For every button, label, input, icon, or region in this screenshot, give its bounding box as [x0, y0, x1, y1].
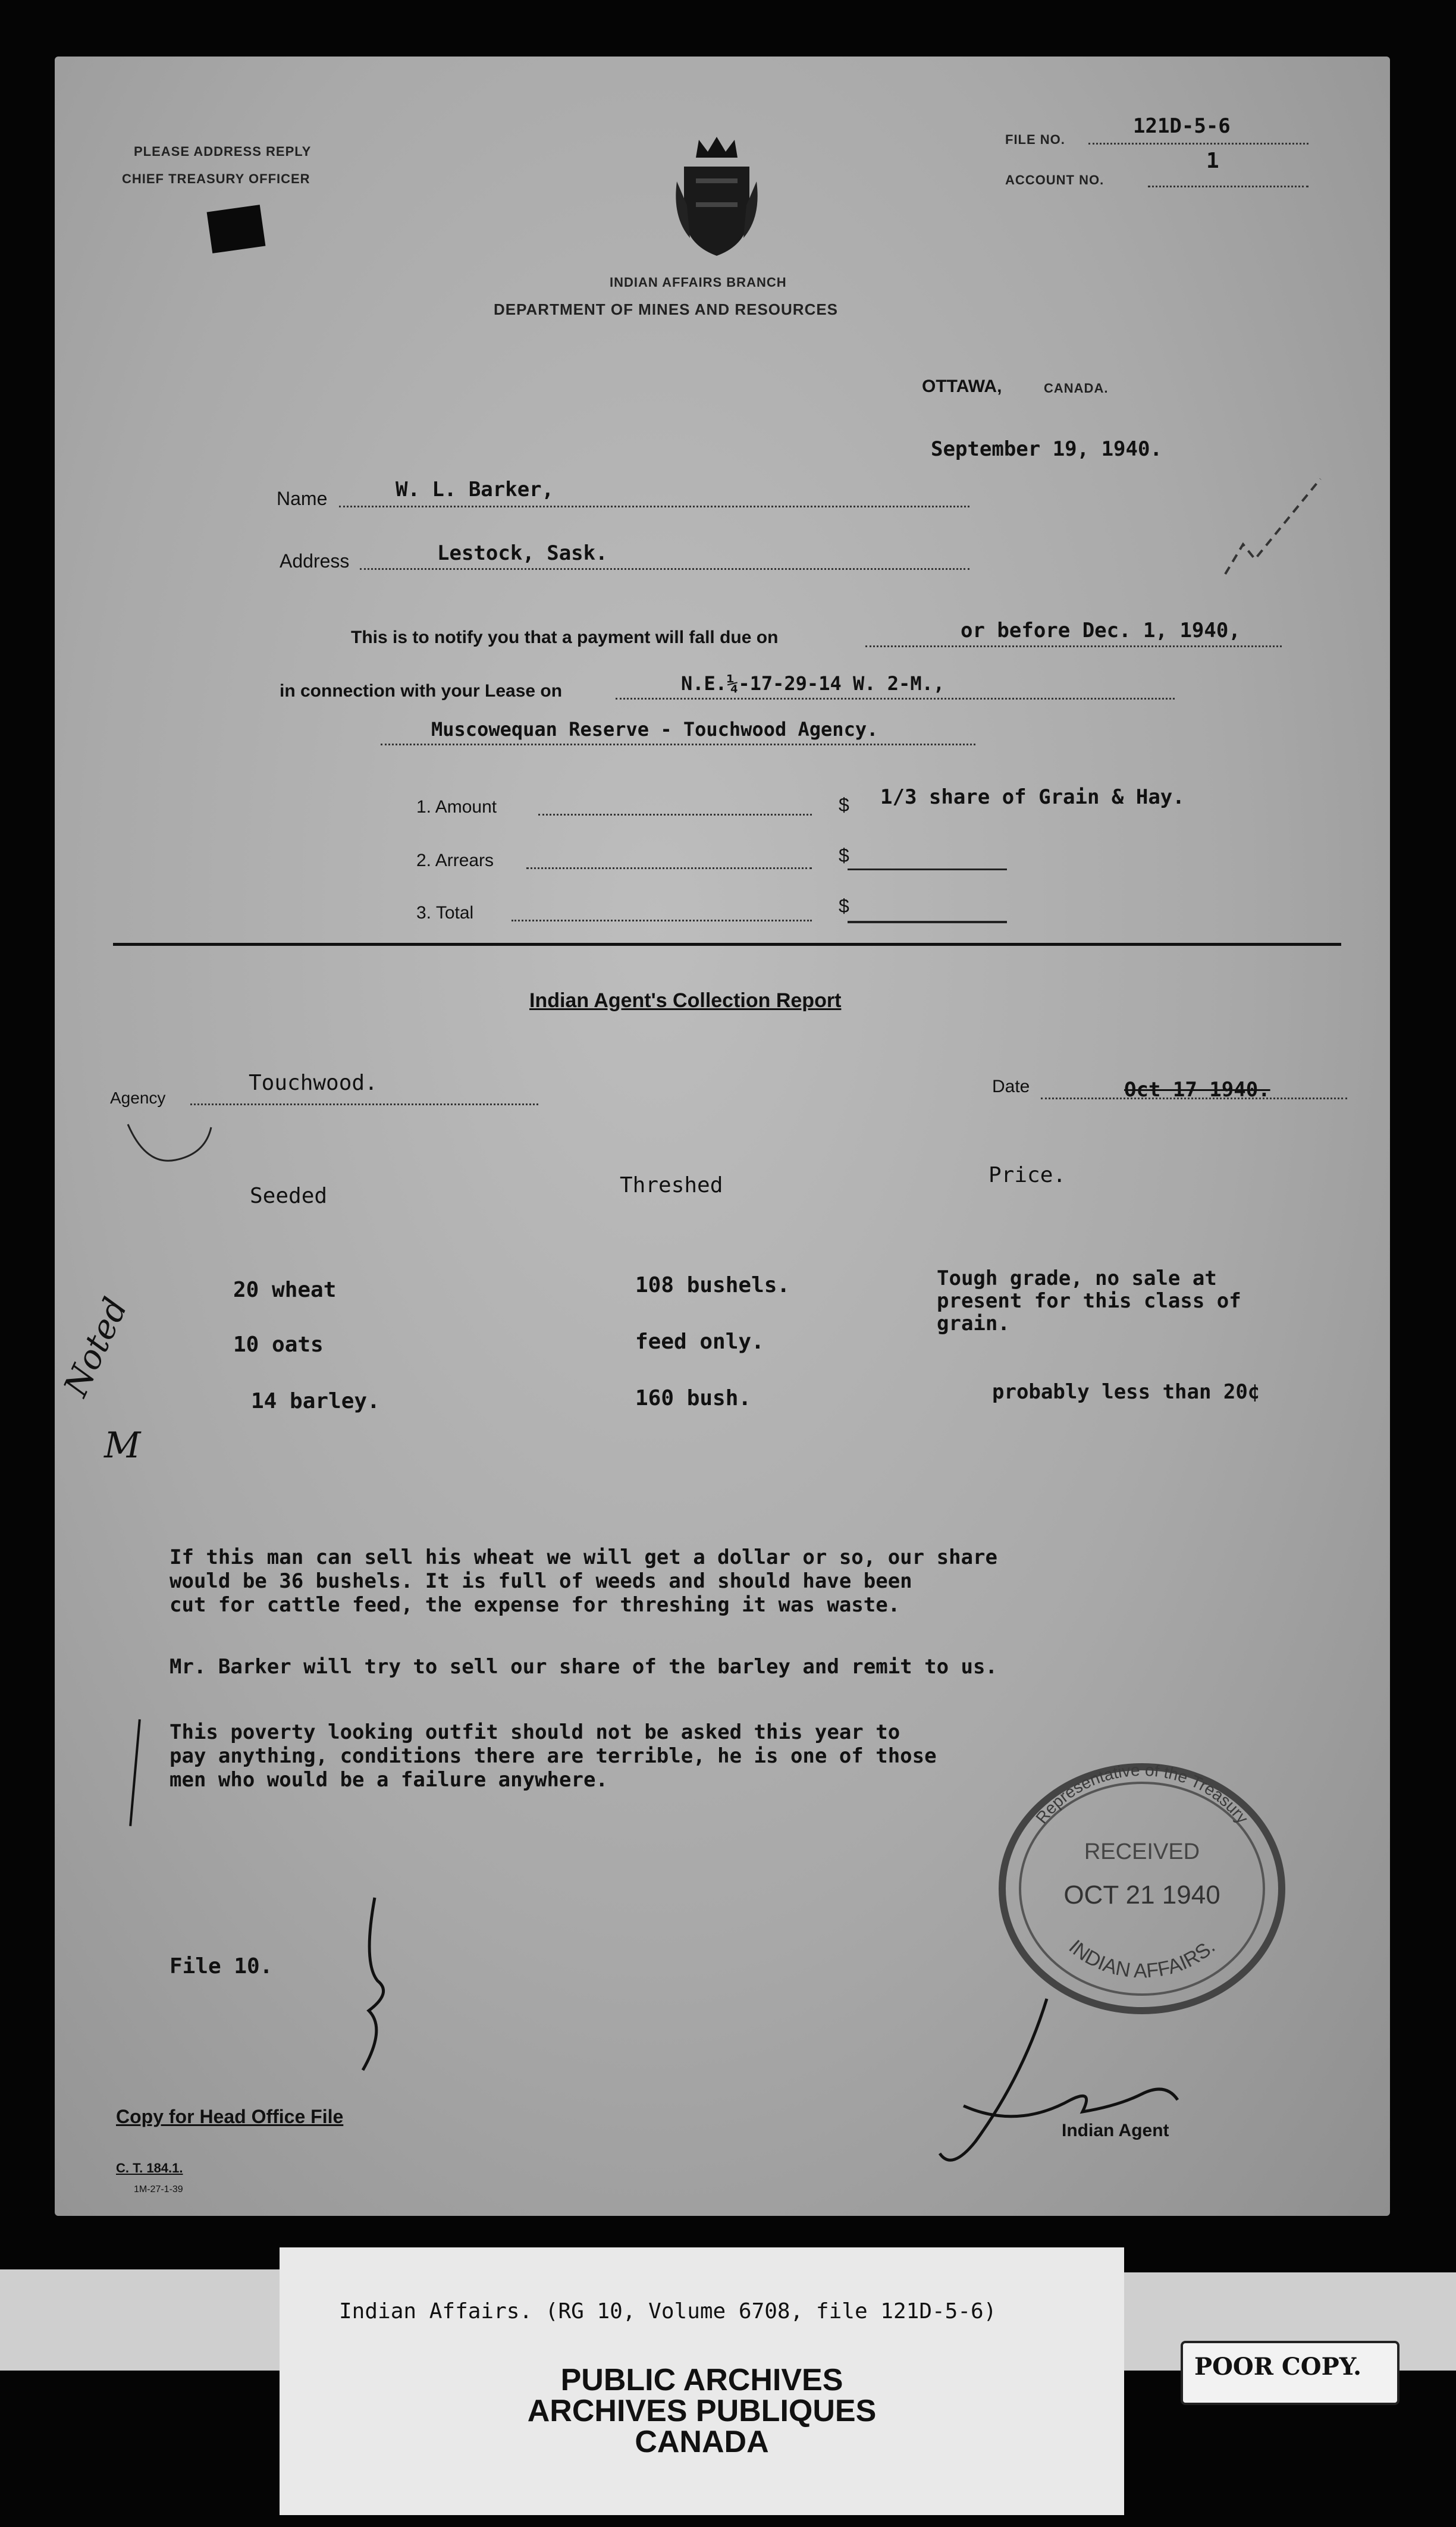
row-seeded-wheat: 20 wheat	[233, 1278, 337, 1302]
file-no-line	[1088, 143, 1308, 145]
letter-date: September 19, 1940.	[931, 437, 1162, 461]
reserve-line	[381, 744, 975, 745]
branch-name: INDIAN AFFAIRS BRANCH	[610, 275, 787, 290]
file-no-label: FILE NO.	[1005, 132, 1065, 147]
stamp-date: OCT 21 1940	[1063, 1880, 1220, 1910]
total-label: 3. Total	[416, 903, 474, 923]
col-seeded: Seeded	[250, 1184, 328, 1208]
row-threshed-barley: 160 bush.	[635, 1386, 752, 1410]
poor-copy-text: POOR COPY.	[1194, 2353, 1362, 2381]
total-line	[512, 920, 812, 921]
svg-text:Representative of the Treasury	[1032, 1761, 1252, 1827]
redaction-mark	[207, 205, 266, 253]
agency-label: Agency	[110, 1089, 166, 1107]
address-reply-line2: CHIEF TREASURY OFFICER	[122, 171, 310, 186]
agency-value: Touchwood.	[249, 1071, 378, 1095]
section-divider	[113, 943, 1341, 946]
arrears-line	[526, 867, 812, 869]
report-title: Indian Agent's Collection Report	[529, 989, 842, 1012]
department-name: DEPARTMENT OF MINES AND RESOURCES	[494, 300, 839, 318]
stamp-arc-top: Representative of the Treasury	[1032, 1760, 1252, 1827]
noted-handwriting: Noted	[57, 1292, 136, 1403]
due-value: or before Dec. 1, 1940,	[961, 619, 1241, 642]
paragraph-wheat: If this man can sell his wheat we will get a dollar or so, our share would be 36 bushels. It is full of weeds and should have been cut for cattle feed, the expense for threshing it was waste.	[170, 1545, 997, 1617]
address-value: Lestock, Sask.	[437, 541, 608, 565]
agency-line	[190, 1103, 538, 1105]
row-threshed-wheat: 108 bushels.	[635, 1273, 790, 1297]
name-label: Name	[277, 488, 328, 509]
country: CANADA.	[1044, 381, 1109, 396]
col-price: Price.	[989, 1163, 1066, 1187]
row-price-wheat: Tough grade, no sale at present for this class of grain.	[937, 1266, 1241, 1335]
paragraph-barley: Mr. Barker will try to sell our share of the barley and remit to us.	[170, 1655, 997, 1679]
address-line	[360, 568, 969, 570]
name-value: W. L. Barker,	[396, 478, 554, 501]
arrears-field-line	[848, 869, 1007, 870]
pencil-arc-mark	[122, 1118, 217, 1172]
account-no-label: ACCOUNT NO.	[1005, 173, 1104, 187]
archive-line3: CANADA	[635, 2425, 769, 2459]
city: OTTAWA,	[922, 377, 1002, 396]
row-seeded-oats: 10 oats	[233, 1333, 324, 1357]
paragraph-poverty: This poverty looking outfit should not be asked this year to pay anything, conditions there are terrible, he is one of those men who would be a failure anywhere.	[170, 1720, 937, 1792]
stamp-received: RECEIVED	[1084, 1839, 1200, 1864]
archive-reference: Indian Affairs. (RG 10, Volume 6708, file 121D-5-6)	[339, 2299, 997, 2324]
amount-label: 1. Amount	[416, 797, 497, 817]
account-no-value: 1	[1206, 149, 1219, 173]
account-no-line	[1148, 186, 1308, 187]
due-line	[865, 645, 1282, 647]
indian-agent-label: Indian Agent	[1062, 2121, 1169, 2140]
form-small-number: 1M-27-1-39	[134, 2184, 183, 2194]
tape-left	[0, 2269, 285, 2371]
date-label: Date	[992, 1077, 1030, 1096]
archive-line2: ARCHIVES PUBLIQUES	[527, 2394, 877, 2428]
date-value: Oct 17 1940.	[1124, 1078, 1270, 1102]
row-price-barley: probably less than 20¢	[992, 1380, 1260, 1404]
amount-line	[538, 814, 812, 816]
pencil-tick-icon	[1219, 473, 1326, 580]
lease-line	[616, 698, 1175, 700]
reserve-value: Muscowequan Reserve - Touchwood Agency.	[431, 718, 878, 741]
row-threshed-oats: feed only.	[635, 1330, 764, 1354]
received-stamp	[987, 1752, 1297, 2026]
copy-label: Copy for Head Office File	[116, 2106, 344, 2127]
col-threshed: Threshed	[620, 1173, 723, 1197]
lease-value: N.E.¼-17-29-14 W. 2-M.,	[681, 672, 945, 695]
stamp-arc-bottom: INDIAN AFFAIRS.	[1064, 1935, 1220, 1983]
lease-text: in connection with your Lease on	[280, 681, 563, 701]
file-no-value: 121D-5-6	[1133, 114, 1231, 138]
form-number: C. T. 184.1.	[116, 2161, 183, 2175]
coat-of-arms-icon	[672, 134, 761, 259]
svg-text:INDIAN AFFAIRS.	[1065, 1936, 1220, 1983]
row-seeded-barley: 14 barley.	[251, 1389, 380, 1413]
total-currency: $	[839, 895, 849, 917]
total-field-line	[848, 921, 1007, 923]
noted-initials: M	[104, 1425, 141, 1466]
agent-signature	[868, 1987, 1225, 2177]
amount-value: 1/3 share of Grain & Hay.	[880, 785, 1185, 809]
arrears-currency: $	[839, 845, 849, 866]
name-line	[339, 506, 969, 507]
initials-signature-mark	[351, 1892, 398, 2076]
amount-currency: $	[839, 794, 849, 816]
arrears-label: 2. Arrears	[416, 851, 494, 870]
file-reference: File 10.	[170, 1954, 273, 1979]
address-label: Address	[280, 550, 350, 572]
notify-text: This is to notify you that a payment will fall due on	[351, 628, 779, 647]
archive-line1: PUBLIC ARCHIVES	[560, 2363, 843, 2397]
address-reply-line1: PLEASE ADDRESS REPLY	[134, 144, 312, 159]
